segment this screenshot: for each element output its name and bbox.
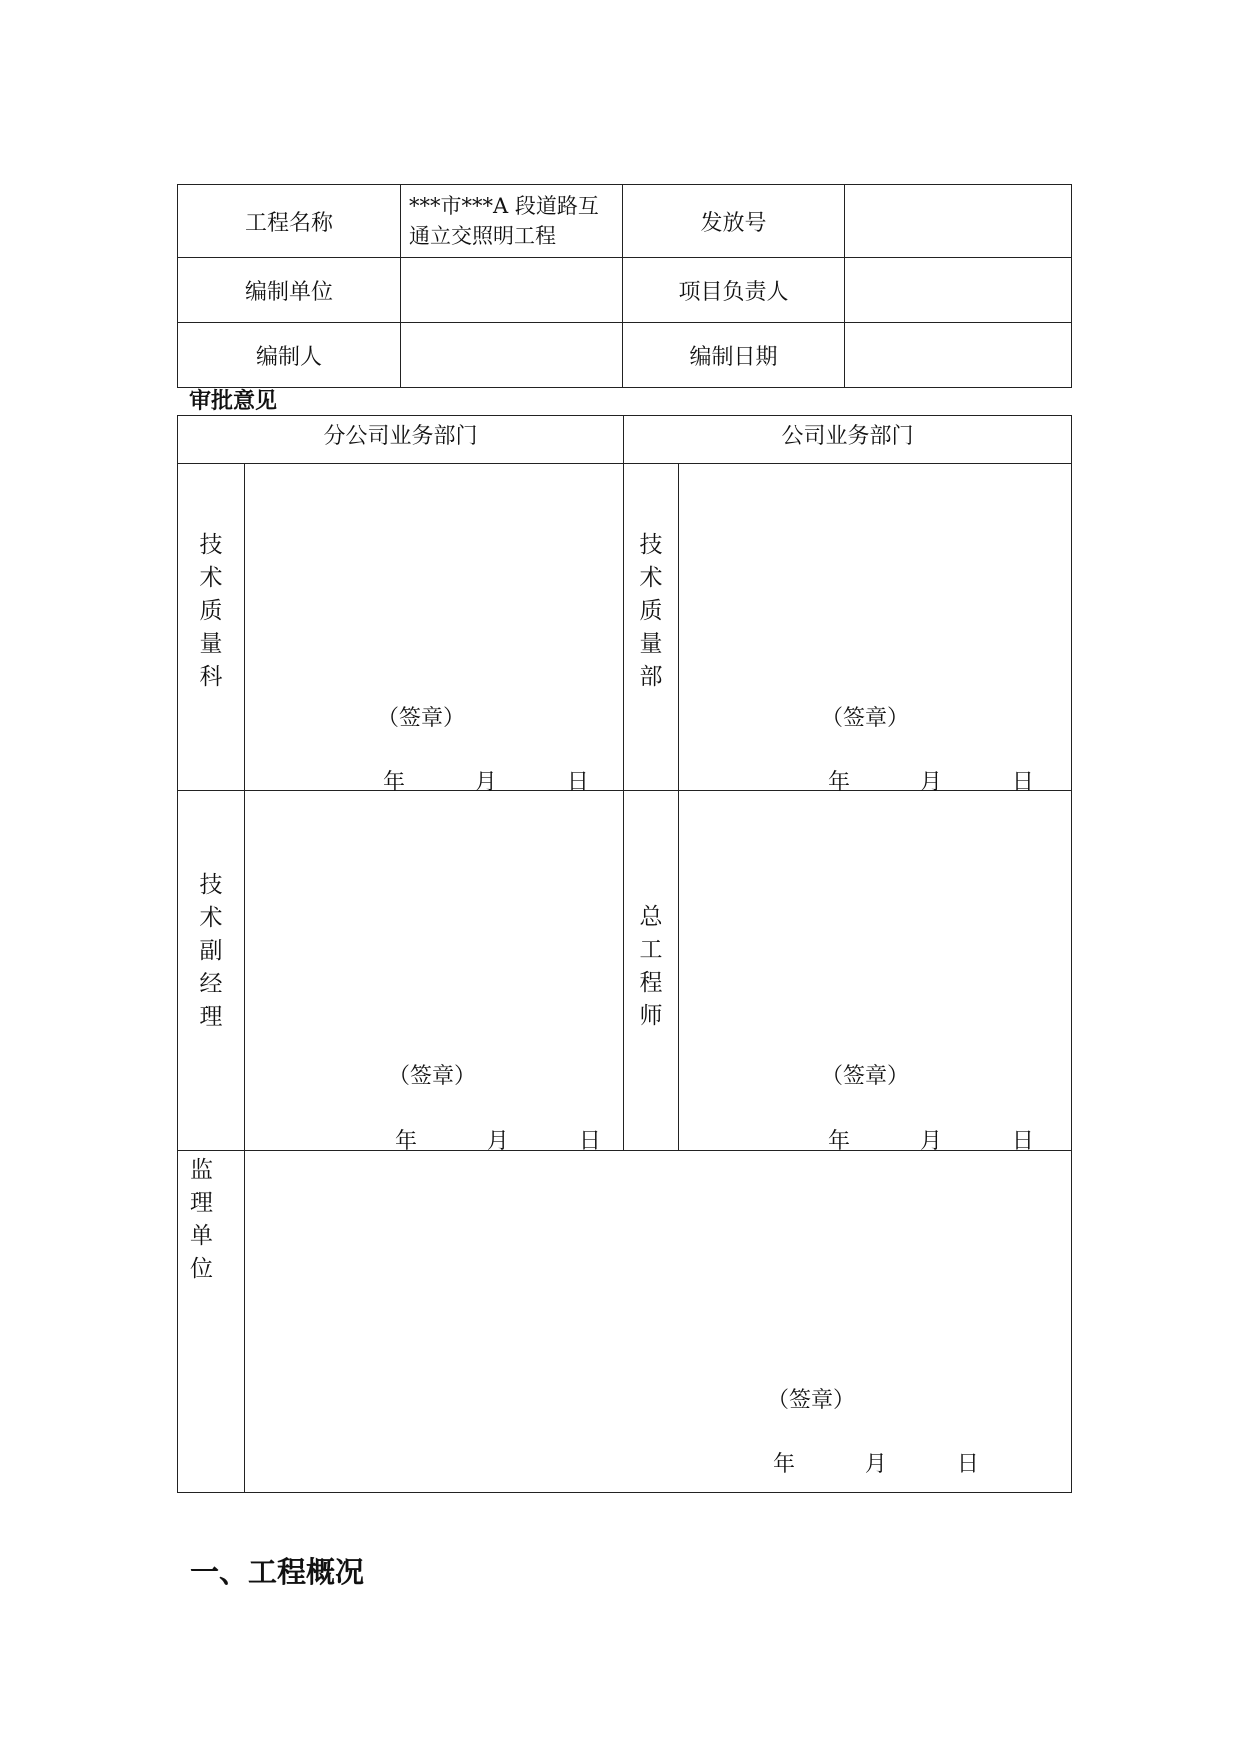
section-heading: 一、工程概况 — [190, 1555, 365, 1589]
seal-label: （签章） — [377, 706, 466, 731]
compiling-unit-label: 编制单位 — [178, 258, 401, 323]
tech-quality-dept-label: 技 术 质 量 部 — [624, 464, 679, 791]
branch-dept-header: 分公司业务部门 — [178, 416, 624, 464]
seal-label: （签章） — [767, 1388, 856, 1413]
table-row — [178, 1151, 1072, 1493]
tech-deputy-manager-signature[interactable] — [245, 791, 624, 1154]
seal-label: （签章） — [821, 706, 910, 731]
table-row — [178, 258, 1072, 323]
date-label: 年 月 日 — [773, 1452, 979, 1477]
tech-quality-section-label: 技 术 质 量 科 — [178, 464, 245, 791]
table-row — [178, 464, 1072, 791]
project-name-label: 工程名称 — [178, 185, 401, 258]
issue-no-value[interactable] — [845, 185, 1072, 258]
table-row — [178, 185, 1072, 258]
compile-date-value[interactable] — [845, 323, 1072, 388]
compile-date-label: 编制日期 — [623, 323, 845, 388]
compiler-value[interactable] — [401, 323, 623, 388]
tech-quality-dept-signature[interactable] — [679, 464, 1072, 795]
chief-engineer-signature[interactable] — [679, 791, 1072, 1154]
project-info-table — [177, 184, 1072, 388]
project-manager-label: 项目负责人 — [623, 258, 845, 323]
supervision-unit-signature[interactable] — [245, 1151, 1072, 1493]
table-row — [178, 791, 1072, 1151]
seal-label: （签章） — [821, 1064, 910, 1089]
date-label: 年 月 日 — [383, 770, 589, 795]
compiler-label: 编制人 — [178, 323, 401, 388]
table-row — [178, 416, 1072, 464]
seal-label: （签章） — [388, 1064, 477, 1089]
project-name-value[interactable]: ***市***A 段道路互通立交照明工程 — [401, 185, 623, 258]
compiling-unit-value[interactable] — [401, 258, 623, 323]
company-dept-header: 公司业务部门 — [624, 416, 1072, 464]
date-label: 年 月 日 — [828, 1129, 1034, 1154]
date-label: 年 月 日 — [395, 1129, 601, 1154]
table-row — [178, 323, 1072, 388]
date-label: 年 月 日 — [828, 770, 1034, 795]
approval-table — [177, 415, 1072, 1493]
tech-quality-section-signature[interactable] — [245, 464, 624, 795]
approval-title: 审批意见 — [189, 389, 278, 414]
chief-engineer-label: 总 工 程 师 — [624, 791, 679, 1151]
supervision-unit-label: 监 理 单 位 — [178, 1151, 245, 1493]
tech-deputy-manager-label: 技 术 副 经 理 — [178, 791, 245, 1151]
issue-no-label: 发放号 — [623, 185, 845, 258]
project-manager-value[interactable] — [845, 258, 1072, 323]
